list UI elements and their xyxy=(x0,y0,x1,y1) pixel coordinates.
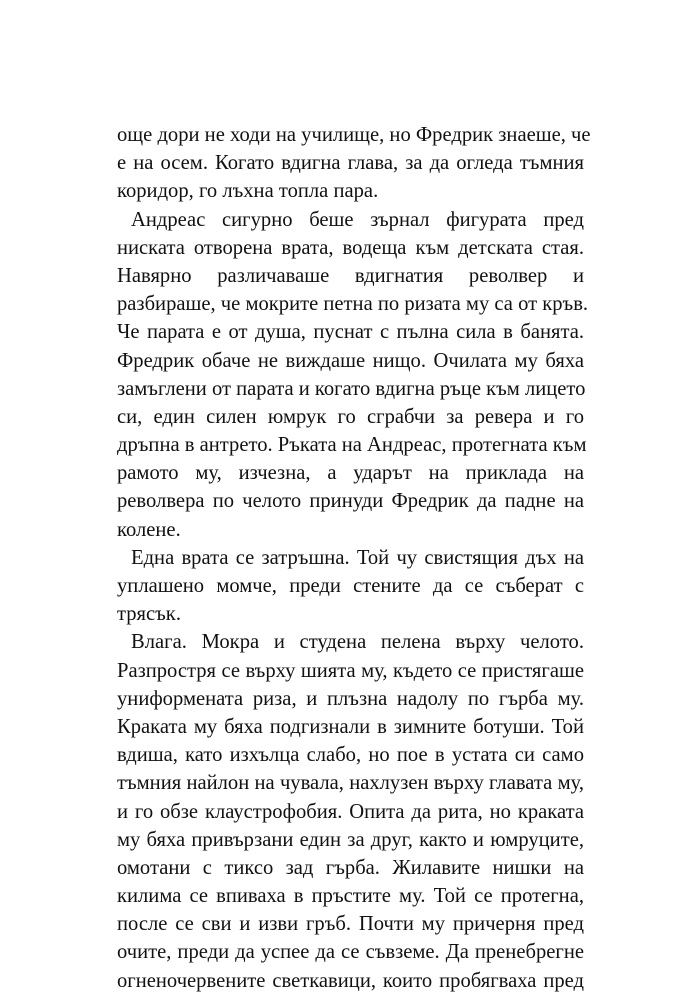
text-line: револвера по челото принуди Фредрик да падне на xyxy=(117,490,584,513)
text-line: и го обзе клаустрофобия. Опита да рита, но краката xyxy=(117,800,584,823)
text-line: Разпростря се върху шията му, където се пристягаше xyxy=(117,659,584,682)
text-line: униформената риза, и плъзна надолу по гърба му. xyxy=(117,687,584,710)
text-line: Една врата се затръшна. Той чу свистящия дъх на xyxy=(131,546,584,569)
paragraph-3 xyxy=(117,544,584,629)
text-line: ниската отворена врата, водеща към детската стая. xyxy=(117,236,584,259)
text-line: дръпна в антрето. Ръката на Андреас, протегната към xyxy=(117,434,587,457)
text-line: Андреас сигурно беше зърнал фигурата пред xyxy=(131,208,584,231)
text-line: Влага. Мокра и студена пелена върху челото. xyxy=(131,631,584,654)
text-line: разбираше, че мокрите петна по ризата му са от кръв. xyxy=(117,293,589,316)
text-line: килима се впиваха в пръстите му. Той се протегна, xyxy=(117,885,584,908)
text-line: замъглени от парата и когато вдигна ръце към лицето xyxy=(117,377,586,400)
text-line: му бяха привързани един за друг, както и юмруците, xyxy=(117,828,584,851)
text-line: уплашено момче, преди стените да се съберат с xyxy=(117,575,584,597)
text-line: си, един силен юмрук го сграбчи за ревера и го xyxy=(117,405,584,428)
text-line: тъмния найлон на чувала, нахлузен върху главата му, xyxy=(117,772,584,795)
text-line: омотани с тиксо зад гърба. Жилавите нишки на xyxy=(117,856,584,879)
text-line: Краката му бяха подгизнали в зимните ботуши. Той xyxy=(117,715,584,738)
paragraph-1 xyxy=(117,121,591,206)
body-text xyxy=(117,121,591,995)
text-line: после се сви и изви гръб. Почти му причерня пред xyxy=(117,913,584,936)
text-line: Фредрик обаче не виждаше нищо. Очилата му бяха xyxy=(117,349,584,372)
text-line: Навярно различаваше вдигнатия револвер и xyxy=(117,264,584,287)
text-line: коридор, го лъхна топла пара. xyxy=(117,180,379,203)
text-line: очите, преди да успее да се съвземе. Да пренебрегне xyxy=(117,941,584,964)
text-line: огненочервените светкавици, които пробягваха пред xyxy=(117,969,584,992)
paragraph-2 xyxy=(117,206,589,544)
text-line: рамото му, изчезна, а ударът на приклада на xyxy=(117,462,584,485)
text-line: Че парата е от душа, пуснат с пълна сила в банята. xyxy=(117,321,584,344)
text-line: още дори не ходи на училище, но Фредрик знаеше, че xyxy=(117,124,591,146)
text-line: трясък. xyxy=(117,603,181,626)
text-line: колене. xyxy=(117,518,181,541)
text-line: е на осем. Когато вдигна глава, за да огледа тъмния xyxy=(117,152,584,175)
paragraph-4 xyxy=(117,628,584,994)
text-line: вдиша, като изхълца слабо, но пое в устата си само xyxy=(117,744,584,767)
